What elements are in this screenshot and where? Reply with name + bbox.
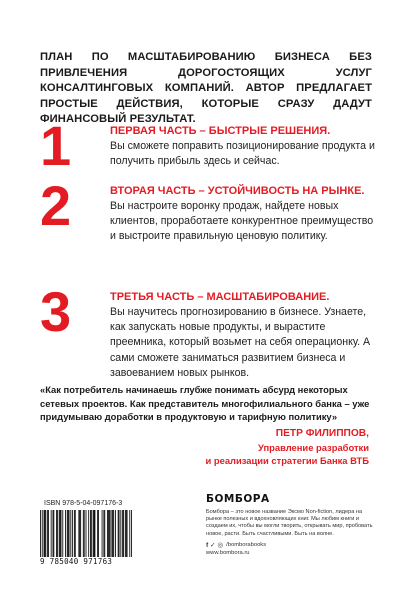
testimonial-attribution: [206, 427, 369, 467]
isbn-text: ISBN 978-5-04-097176-3: [44, 500, 123, 507]
section-heading: ВТОРАЯ ЧАСТЬ – УСТОЙЧИВОСТЬ НА РЫНКЕ.: [110, 185, 365, 197]
section-heading: ТРЕТЬЯ ЧАСТЬ – МАСШТАБИРОВАНИЕ.: [110, 291, 330, 303]
barcode-icon: [40, 510, 132, 557]
social-handle: /bomborabooks: [226, 541, 267, 548]
section-number: 1: [40, 114, 72, 177]
author-name: ПЕТР ФИЛИППОВ,: [275, 428, 369, 439]
section-body: Вы научитесь прогнозированию в бизнесе. Узнаете, как запускать новые продукты, и вырастите преемника, который возьмет на себя операционку. А сами сможете заниматься развитием бизнеса и завоеванием новых рынков.: [110, 306, 371, 379]
intro-text: ПЛАН ПО МАСШТАБИРОВАНИЮ БИЗНЕСА БЕЗ ПРИВЛЕЧЕНИЯ ДОРОГОСТОЯЩИХ УСЛУГ КОНСАЛТИНГОВЫХ КОМПАНИЙ. АВТОР ПРЕДЛАГАЕТ ПРОСТЫЕ ДЕЙСТВИЯ, КОТОРЫЕ СРАЗУ ДАДУТ ФИНАНСОВЫЙ РЕЗУЛЬТАТ.: [40, 51, 372, 125]
publisher-logo: БОМБОРА: [206, 493, 270, 505]
author-role-line-1: Управление разработки: [258, 442, 369, 453]
section-number: 3: [40, 280, 72, 343]
publisher-block: [206, 493, 374, 556]
publisher-website: www.bombora.ru: [206, 549, 250, 556]
section-body: Вы настроите воронку продаж, найдете новых клиентов, проработаете конкурентное преимущество и выстроите правильную ценовую политику.: [110, 200, 374, 243]
section-body: Вы сможете поправить позиционирование продукта и получить прибыль здесь и сейчас.: [110, 140, 375, 168]
barcode-digits: 9 785040 971763: [40, 557, 113, 566]
publisher-social: [206, 541, 374, 549]
social-icons: f ✓ ◎: [206, 541, 224, 549]
publisher-description: Бомбора – это новое название Эксмо Non-fiction, лидера на рынке полезных и вдохновляющих книг. Мы любим книги и создаем их, чтобы вы могли творить, открывать мир, пробовать новое, расти. Быть счастливыми. Быть на волне.: [206, 509, 373, 537]
section-heading: ПЕРВАЯ ЧАСТЬ – БЫСТРЫЕ РЕШЕНИЯ.: [110, 125, 331, 137]
testimonial-quote: «Как потребитель начинаешь глубже понимать абсурд некоторых сетевых проектов. Как представитель многофилиального банка – уже придумываю доработки в продуктовую и тарифную политику»: [40, 384, 370, 423]
section-number: 2: [40, 174, 72, 237]
author-role-line-2: и реализации стратегии Банка ВТБ: [205, 455, 369, 466]
